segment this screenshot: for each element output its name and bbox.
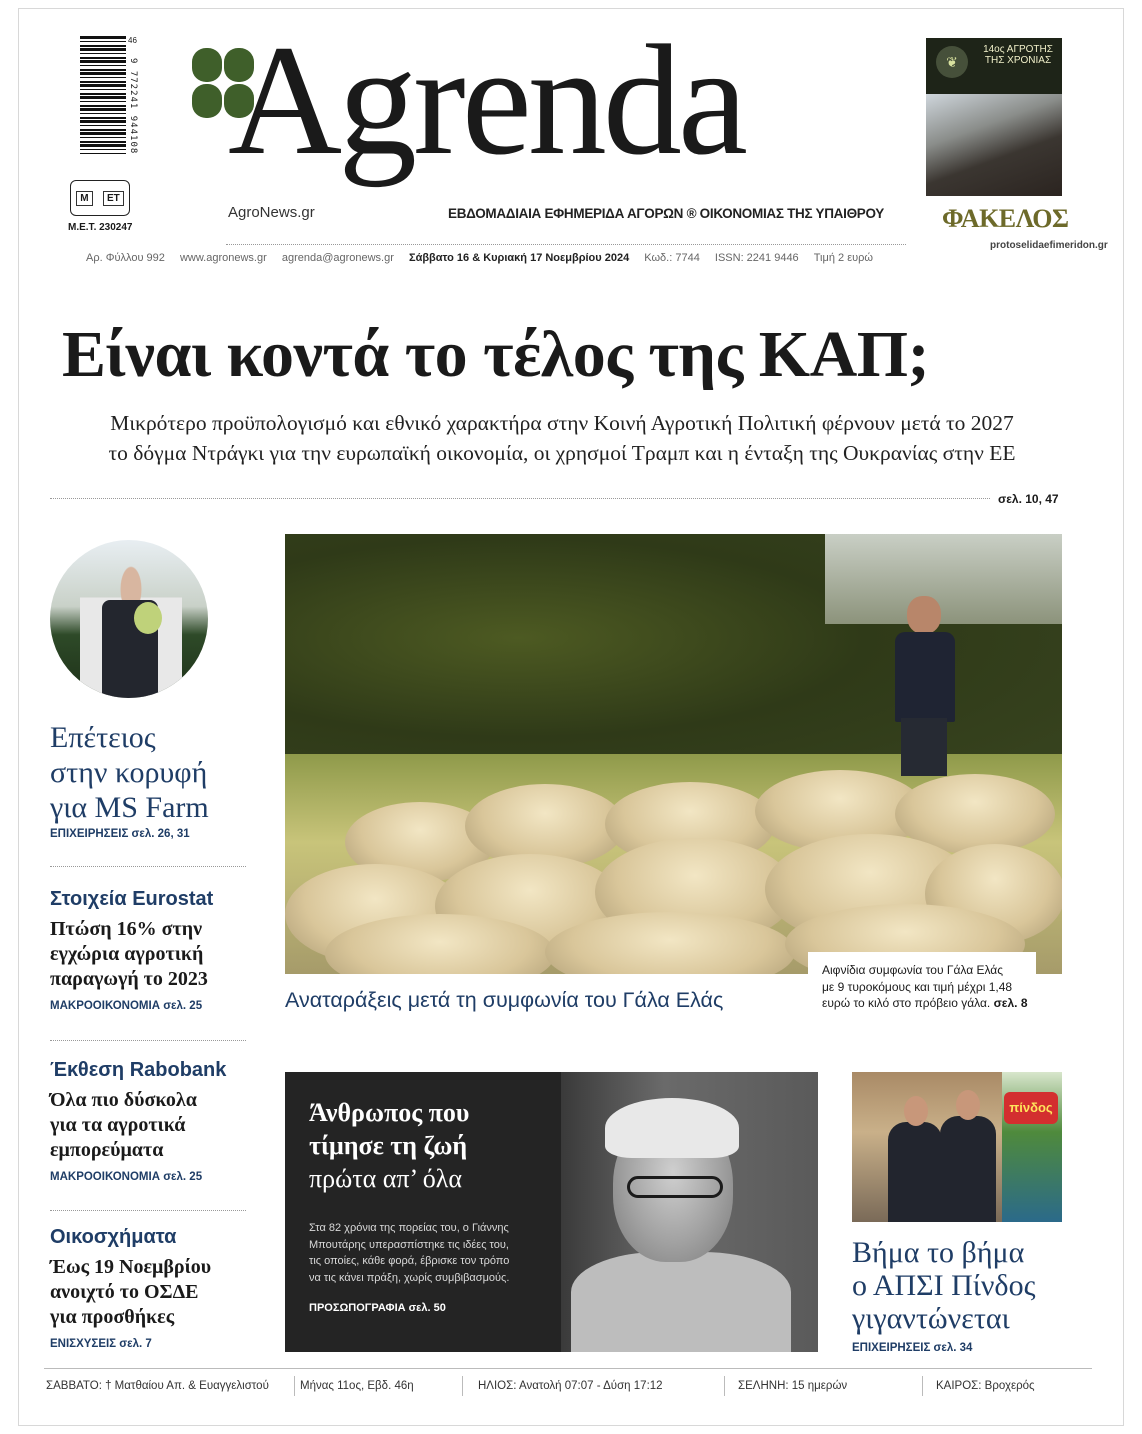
price: Τιμή 2 ευρώ (813, 252, 873, 264)
lead-page-ref[interactable]: σελ. 10, 47 (998, 492, 1059, 506)
feature-ref[interactable]: ΠΡΟΣΩΠΟΓΡΑΦΙΑ σελ. 50 (309, 1302, 446, 1314)
lead-divider (50, 498, 990, 499)
promo-badge-icon: ❦ (936, 46, 968, 78)
issue-date: Σάββατο 16 & Κυριακή 17 Νοεμβρίου 2024 (408, 252, 630, 264)
left-divider (50, 1210, 246, 1211)
feature-text-line3: τις οποίες, κάθε φορά, έβρισκε τον τρόπο (309, 1255, 510, 1267)
issue-number: Αρ. Φύλλου 992 (86, 252, 165, 264)
barcode-number: 9 772241 944108 (128, 58, 138, 155)
story-eurostat[interactable] (50, 888, 260, 1012)
photo-caption-line2: με 9 τυροκόμους και τιμή μέχρι 1,48 (822, 979, 1013, 994)
lead-subhead-line2: το δόγμα Ντράγκι για την ευρωπαϊκή οικονομία, οι χρησμοί Τραμπ και η ένταξη της Ουκρανίας στην ΕΕ (108, 441, 1016, 465)
masthead-tagline: ΕΒΔΟΜΑΔΙΑΙΑ ΕΦΗΜΕΡΙΔΑ ΑΓΟΡΩΝ ® ΟΙΚΟΝΟΜΙΑΣ ΤΗΣ ΥΠΑΙΘΡΟΥ (448, 206, 884, 221)
pindos-ref[interactable]: ΕΠΙΧΕΙΡΗΣΕΙΣ σελ. 34 (852, 1342, 973, 1354)
promo-title: 14ος ΑΓΡΟΤΗΣ ΤΗΣ ΧΡΟΝΙΑΣ (983, 44, 1053, 66)
left-divider (50, 866, 246, 867)
story-oikosximata[interactable] (50, 1226, 260, 1350)
pindos-title-line2: ο ΑΠΣΙ Πίνδος (852, 1269, 1036, 1302)
feature-photo (561, 1072, 818, 1352)
web-link[interactable]: www.agronews.gr (179, 252, 267, 264)
issue-code: Κωδ.: 7744 (644, 252, 700, 264)
left-divider (50, 1040, 246, 1041)
photo-caption-line3 (822, 995, 1028, 1012)
fakelos-label[interactable]: ΦΑΚΕΛΟΣ (942, 204, 1069, 233)
story-kicker: Στοιχεία Eurostat (50, 888, 214, 910)
footer-rule (44, 1368, 1092, 1369)
barcode-issue: 46 (128, 36, 137, 45)
story-title-line2: ανοιχτό το ΟΣΔΕ (50, 1281, 199, 1303)
feature-title-line2: τίμησε τη ζωή (309, 1131, 468, 1160)
feature-boutaris[interactable] (285, 1072, 818, 1352)
story-rabobank[interactable] (50, 1059, 260, 1183)
feature-title-line3: πρώτα απ’ όλα (309, 1164, 462, 1193)
pindos-title-line3: γιγαντώνεται (852, 1302, 1010, 1335)
ms-farm-ref[interactable]: ΕΠΙΧΕΙΡΗΣΕΙΣ σελ. 26, 31 (50, 828, 190, 840)
feature-text-line1: Στα 82 χρόνια της πορείας του, ο Γιάννης (309, 1222, 509, 1234)
photo-caption-ref[interactable]: σελ. 8 (993, 996, 1028, 1010)
ms-farm-title[interactable] (50, 720, 209, 825)
footer-sun: ΗΛΙΟΣ: Ανατολή 07:07 - Δύση 17:12 (478, 1380, 663, 1392)
story-kicker: Οικοσχήματα (50, 1226, 177, 1248)
story-title-line2: για τα αγροτικά (50, 1114, 186, 1136)
feature-title (309, 1096, 559, 1195)
photo-caption-line3-text: ευρώ το κιλό στο πρόβειο γάλα. (822, 996, 991, 1010)
story-ref: ΜΑΚΡΟΟΙΚΟΝΟΜΙΑ σελ. 25 (50, 1171, 203, 1183)
met-badge (70, 180, 130, 216)
feature-text-line4: να τις κάνει πράξη, χωρίς συμβιβασμούς. (309, 1271, 510, 1284)
pindos-title[interactable] (852, 1236, 1035, 1335)
footer-weather: ΚΑΙΡΟΣ: Βροχερός (936, 1380, 1035, 1392)
pindos-photo (852, 1072, 1062, 1222)
sheep-photo (285, 534, 1062, 974)
pindos-title-line1: Βήμα το βήμα (852, 1236, 1025, 1269)
met-code: Μ.Ε.Τ. 230247 (68, 222, 133, 233)
story-title-line1: Έως 19 Νοεμβρίου (50, 1256, 212, 1278)
footer-bar (44, 1376, 1094, 1400)
issn: ISSN: 2241 9446 (714, 252, 799, 264)
lead-subhead-line1: Μικρότερο προϋπολογισμό και εθνικό χαρακτήρα στην Κοινή Αγροτική Πολιτική φέρνουν μετά το 2027 (110, 411, 1014, 435)
photo-caption-box (808, 952, 1036, 1014)
story-title-line1: Όλα πιο δύσκολα (50, 1089, 197, 1111)
info-line (86, 252, 885, 264)
ms-farm-photo (50, 540, 208, 698)
story-title (50, 917, 260, 992)
footer-moon: ΣΕΛΗΝΗ: 15 ημερών (738, 1380, 848, 1392)
story-title-line1: Πτώση 16% στην (50, 918, 203, 940)
ms-farm-title-line2: στην κορυφή (50, 756, 208, 789)
met-left: Μ (76, 191, 92, 206)
promo-header (926, 38, 1062, 94)
lead-headline[interactable]: Είναι κοντά το τέλος της ΚΑΠ; (62, 318, 930, 391)
met-right: ΕΤ (103, 191, 124, 206)
source-watermark: protoselidaefimeridon.gr (990, 240, 1108, 251)
feature-text-line2: Μπουτάρης υπερασπίστηκε τις ιδέες του, (309, 1238, 509, 1251)
masthead-logo[interactable]: Agrenda (228, 13, 744, 188)
promo-photo (926, 94, 1062, 196)
footer-month: Μήνας 11ος, Εβδ. 46η (300, 1380, 414, 1392)
story-title-line3: παραγωγή το 2023 (50, 968, 208, 990)
story-kicker: Έκθεση Rabobank (50, 1059, 227, 1081)
promo-box[interactable] (926, 38, 1062, 196)
story-ref: ΕΝΙΣΧΥΣΕΙΣ σελ. 7 (50, 1338, 152, 1350)
lead-subhead (62, 408, 1062, 468)
story-title-line3: για προσθήκες (50, 1306, 175, 1328)
feature-text (309, 1220, 559, 1286)
footer-saint: ΣΑΒΒΑΤΟ: † Ματθαίου Απ. & Ευαγγελιστού (46, 1380, 269, 1392)
story-title-line2: εγχώρια αγροτική (50, 943, 204, 965)
pindos-logo: πίνδος (1004, 1092, 1058, 1124)
email-link[interactable]: agrenda@agronews.gr (281, 252, 394, 264)
feature-title-line1: Άνθρωπος που (309, 1098, 470, 1127)
ms-farm-title-line3: για MS Farm (50, 791, 209, 824)
site-link[interactable]: AgroNews.gr (228, 204, 315, 221)
photo-story-title[interactable]: Αναταράξεις μετά τη συμφωνία του Γάλα Ελάς (285, 988, 724, 1012)
story-ref: ΜΑΚΡΟΟΙΚΟΝΟΜΙΑ σελ. 25 (50, 1000, 203, 1012)
barcode (80, 36, 126, 154)
masthead-divider (226, 244, 906, 245)
ms-farm-title-line1: Επέτειος (50, 721, 156, 754)
story-title-line3: εμπορεύματα (50, 1139, 164, 1161)
photo-caption-line1: Αιφνίδια συμφωνία του Γάλα Ελάς (822, 963, 1004, 977)
story-title (50, 1255, 260, 1330)
story-title (50, 1088, 260, 1163)
